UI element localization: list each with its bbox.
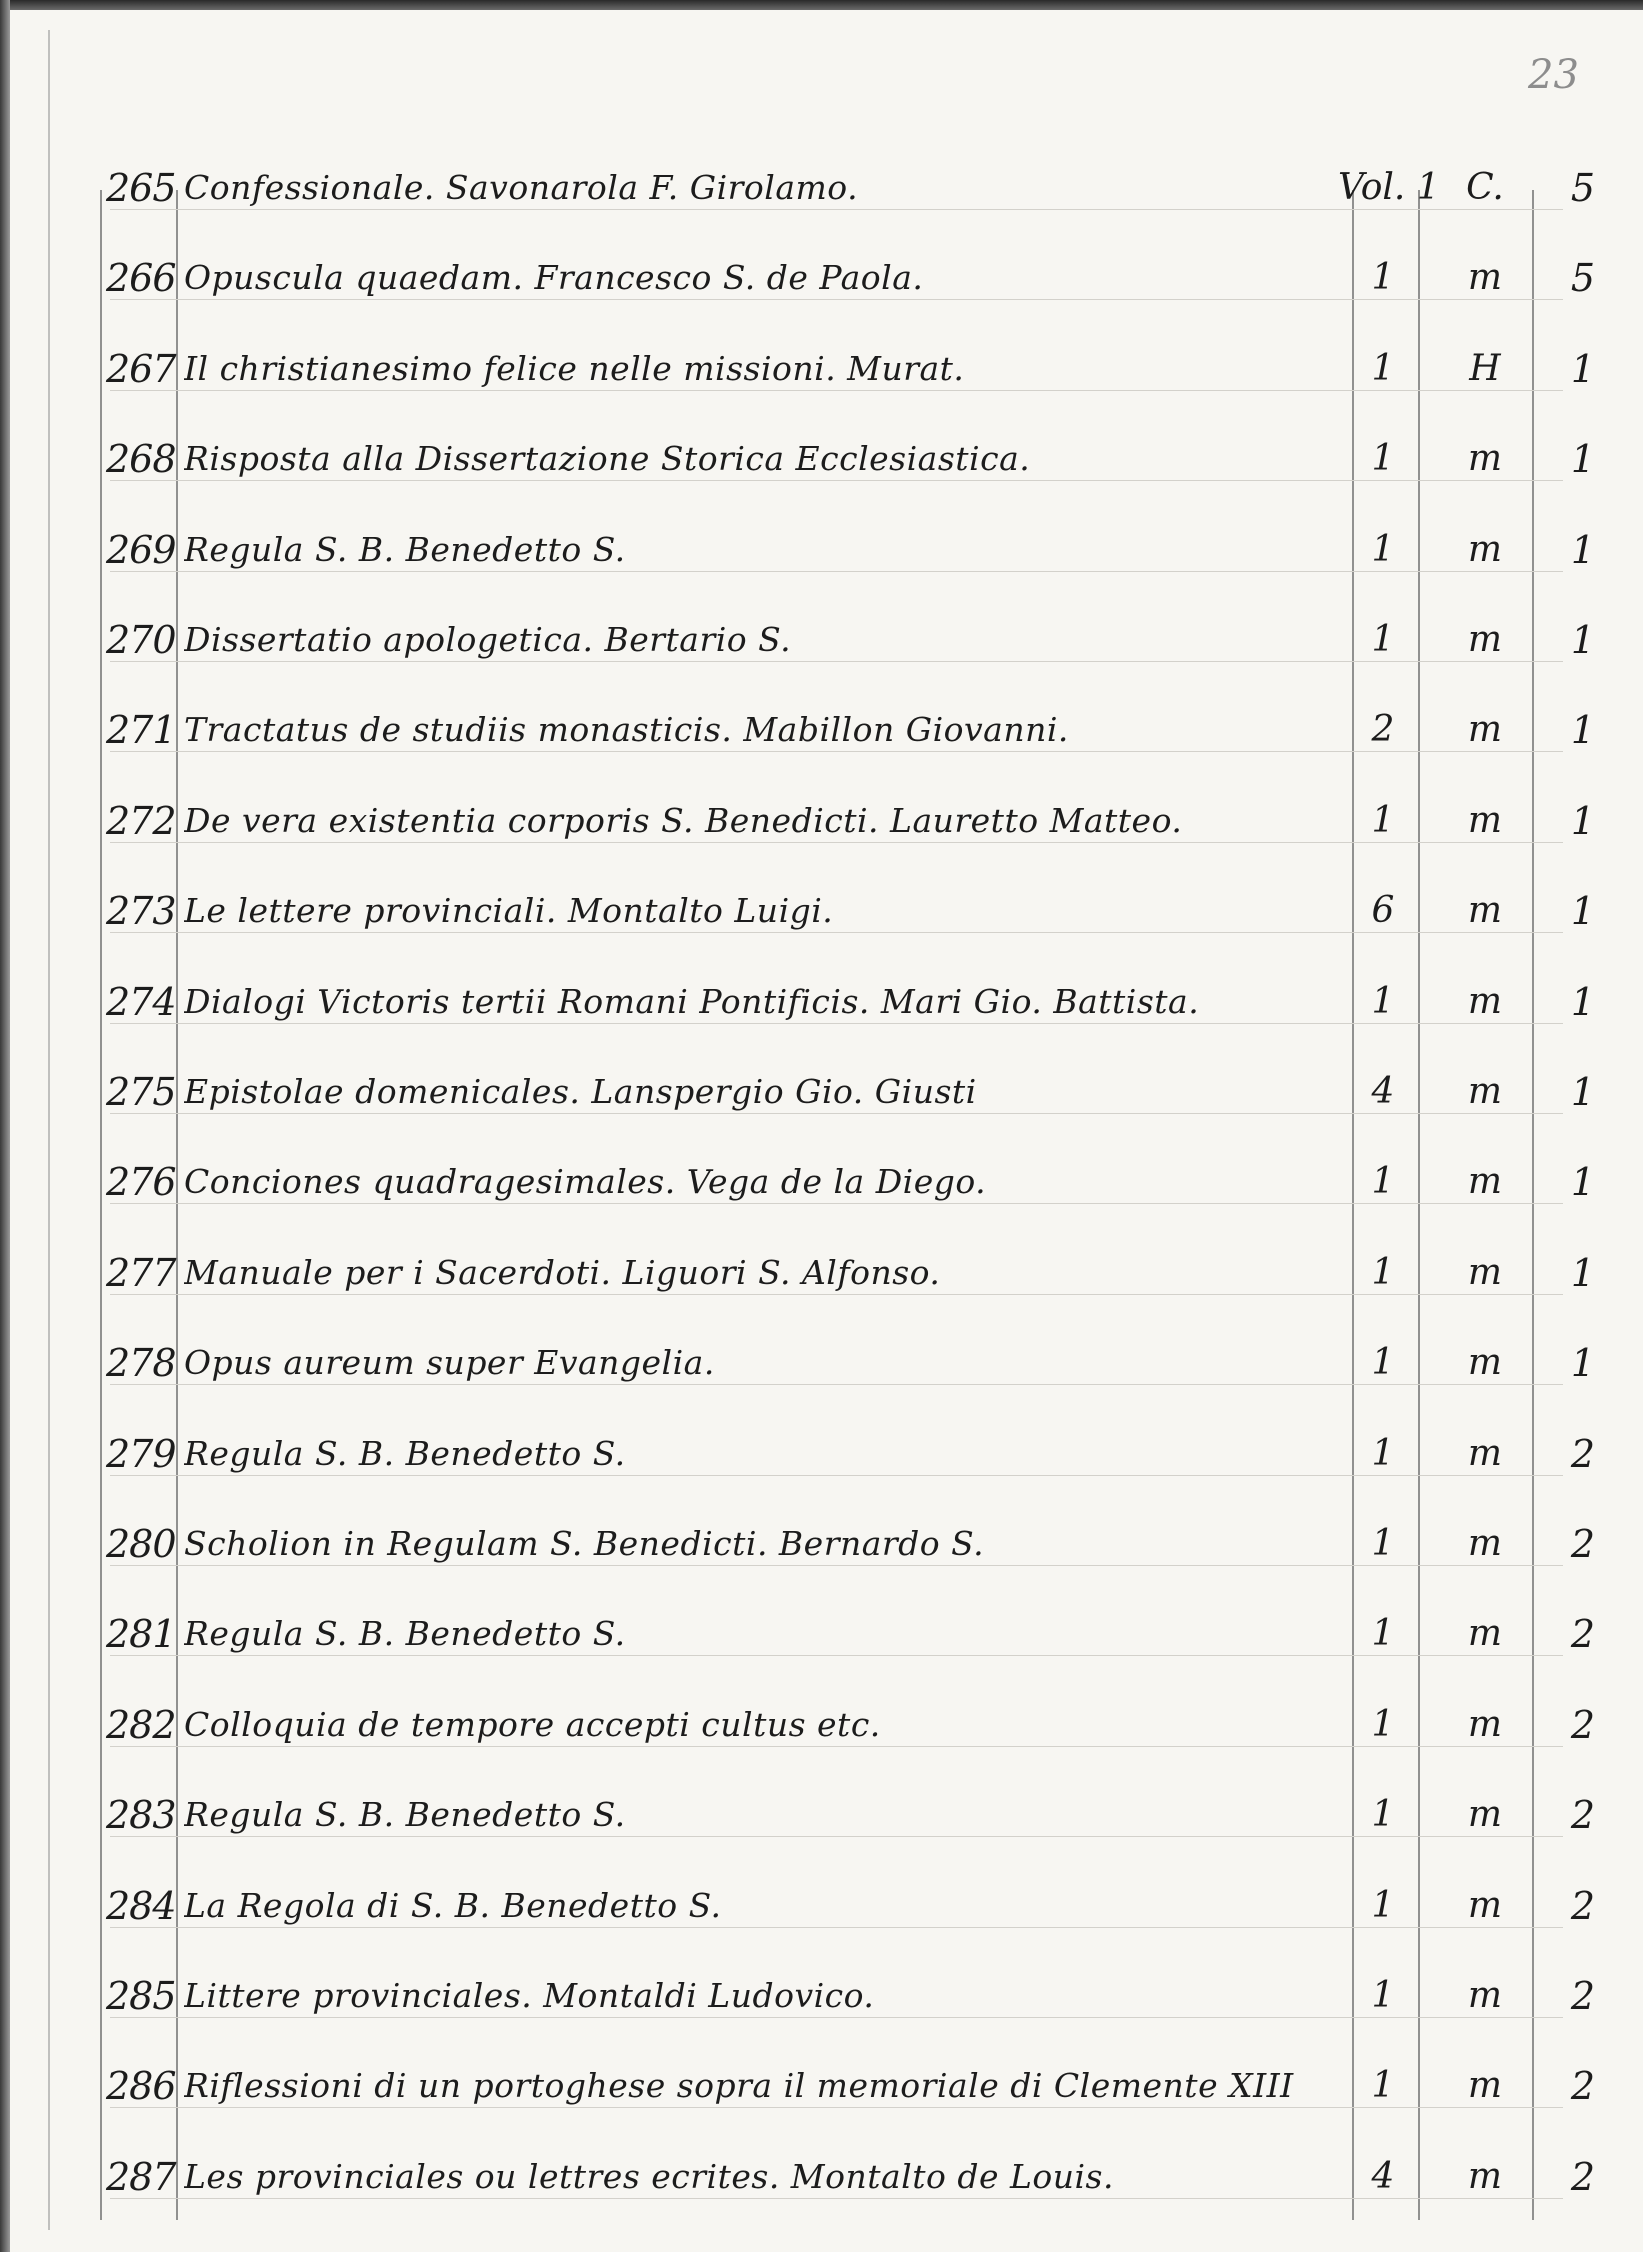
ledger-row [0,785,1643,857]
entry-volumes: 1 [1371,1885,1395,1926]
entry-number: 284 [106,1884,176,1928]
entry-format: H [1469,348,1501,389]
entry-title: Littere provinciales. Montaldi Ludovico. [184,1976,875,2015]
ledger-row [0,2050,1643,2122]
entry-number: 273 [106,889,176,933]
ledger-row [0,1689,1643,1761]
entry-format: m [1467,1523,1503,1564]
entry-number: 275 [106,1070,176,1114]
ledger-row [0,1598,1643,1670]
entry-number: 279 [106,1432,176,1476]
entry-title: Regula S. B. Benedetto S. [184,1614,626,1653]
entry-number: 282 [106,1703,176,1747]
entry-format: m [1467,800,1503,841]
entry-volumes: 2 [1371,709,1395,750]
entry-format: m [1467,890,1503,931]
entry-shelf: 2 [1570,1884,1596,1928]
entry-title: Confessionale. Savonarola F. Girolamo. [184,168,859,207]
entry-shelf: 2 [1570,1974,1596,2018]
entry-title: Regula S. B. Benedetto S. [184,1795,626,1834]
entry-format: m [1467,2156,1503,2197]
entry-shelf: 1 [1570,528,1596,572]
entry-format: m [1467,1885,1503,1926]
entry-shelf: 1 [1570,347,1596,391]
ledger-row [0,242,1643,314]
page-top-shadow [0,0,1643,10]
entry-shelf: 1 [1570,799,1596,843]
entry-volumes: Vol. 1 [1338,167,1440,208]
entry-shelf: 2 [1570,1522,1596,1566]
entry-volumes: 1 [1371,1433,1395,1474]
entry-volumes: 1 [1371,1523,1395,1564]
entry-volumes: 1 [1371,981,1395,1022]
ledger-row [0,514,1643,586]
entry-number: 276 [106,1160,176,1204]
entry-number: 271 [106,708,176,752]
entry-format: m [1467,1704,1503,1745]
entry-volumes: 1 [1371,800,1395,841]
entry-title: Dissertatio apologetica. Bertario S. [184,620,792,659]
ledger-row [0,333,1643,405]
entry-shelf: 5 [1570,166,1596,210]
entry-volumes: 1 [1371,529,1395,570]
entry-title: Les provinciales ou lettres ecrites. Montalto de Louis. [184,2157,1114,2196]
entry-volumes: 6 [1371,890,1395,931]
entry-shelf: 2 [1570,2155,1596,2199]
entry-shelf: 1 [1570,437,1596,481]
entry-title: Opuscula quaedam. Francesco S. de Paola. [184,258,924,297]
entry-shelf: 1 [1570,889,1596,933]
entry-number: 277 [106,1251,176,1295]
entry-title: Dialogi Victoris tertii Romani Pontificis. Mari Gio. Battista. [184,982,1200,1021]
entry-format: m [1467,1342,1503,1383]
entry-title: Epistolae domenicales. Lanspergio Gio. Giusti [184,1072,977,1111]
ledger-row [0,694,1643,766]
entry-number: 278 [106,1341,176,1385]
entry-number: 285 [106,1974,176,2018]
ledger-row [0,1960,1643,2032]
entry-title: Risposta alla Dissertazione Storica Ecclesiastica. [184,439,1031,478]
entry-volumes: 4 [1371,2156,1395,2197]
entry-format: m [1467,1794,1503,1835]
entry-format: m [1467,981,1503,1022]
entry-number: 281 [106,1612,176,1656]
entry-number: 270 [106,618,176,662]
entry-volumes: 1 [1371,1342,1395,1383]
entry-volumes: 4 [1371,1071,1395,1112]
entry-shelf: 1 [1570,1341,1596,1385]
entry-volumes: 1 [1371,1161,1395,1202]
entry-volumes: 1 [1371,257,1395,298]
ledger-row [0,875,1643,947]
entry-volumes: 1 [1371,348,1395,389]
ledger-row [0,1056,1643,1128]
entry-format: m [1467,1161,1503,1202]
entry-shelf: 1 [1570,708,1596,752]
entry-title: Manuale per i Sacerdoti. Liguori S. Alfonso. [184,1253,941,1292]
entry-number: 287 [106,2155,176,2199]
ledger-row [0,1237,1643,1309]
ledger-row [0,1870,1643,1942]
entry-shelf: 5 [1570,256,1596,300]
entry-number: 266 [106,256,176,300]
entry-volumes: 1 [1371,1794,1395,1835]
entry-title: Regula S. B. Benedetto S. [184,530,626,569]
entry-format: m [1467,619,1503,660]
ledger-row [0,966,1643,1038]
entry-shelf: 2 [1570,1703,1596,1747]
ledger-row [0,1508,1643,1580]
ledger-row [0,423,1643,495]
entry-volumes: 1 [1371,619,1395,660]
entry-volumes: 1 [1371,1613,1395,1654]
entry-title: Regula S. B. Benedetto S. [184,1434,626,1473]
ledger-row [0,1146,1643,1218]
entry-title: De vera existentia corporis S. Benedicti. Lauretto Matteo. [184,801,1183,840]
entry-title: Tractatus de studiis monasticis. Mabillon Giovanni. [184,710,1069,749]
entry-title: Colloquia de tempore accepti cultus etc. [184,1705,881,1744]
entry-volumes: 1 [1371,438,1395,479]
entry-format: m [1467,529,1503,570]
entry-number: 286 [106,2064,176,2108]
entry-number: 272 [106,799,176,843]
entry-volumes: 1 [1371,1704,1395,1745]
entry-number: 267 [106,347,176,391]
ledger-row [0,1327,1643,1399]
entry-number: 269 [106,528,176,572]
entry-format: m [1467,1252,1503,1293]
entry-format: C. [1466,167,1504,208]
entry-number: 274 [106,980,176,1024]
entry-volumes: 1 [1371,1975,1395,2016]
entry-format: m [1467,1433,1503,1474]
entry-shelf: 1 [1570,1070,1596,1114]
ledger-row [0,1418,1643,1490]
entry-title: Opus aureum super Evangelia. [184,1343,715,1382]
ledger-row [0,604,1643,676]
ledger-row [0,2141,1643,2213]
entry-title: Le lettere provinciali. Montalto Luigi. [184,891,834,930]
entry-title: Riflessioni di un portoghese sopra il memoriale di Clemente XIII [184,2066,1294,2105]
page-number: 23 [1528,52,1579,98]
entry-format: m [1467,709,1503,750]
entry-format: m [1467,1613,1503,1654]
entry-shelf: 2 [1570,1432,1596,1476]
entry-volumes: 1 [1371,2065,1395,2106]
entry-shelf: 2 [1570,1612,1596,1656]
entry-format: m [1467,1975,1503,2016]
entry-title: La Regola di S. B. Benedetto S. [184,1886,722,1925]
entry-format: m [1467,438,1503,479]
entry-title: Il christianesimo felice nelle missioni. Murat. [184,349,965,388]
entry-format: m [1467,257,1503,298]
entry-number: 283 [106,1793,176,1837]
entry-shelf: 2 [1570,1793,1596,1837]
entry-shelf: 1 [1570,1160,1596,1204]
entry-format: m [1467,2065,1503,2106]
entry-number: 280 [106,1522,176,1566]
ledger-row [0,152,1643,224]
entry-shelf: 1 [1570,618,1596,662]
entry-shelf: 1 [1570,980,1596,1024]
entry-title: Scholion in Regulam S. Benedicti. Bernardo S. [184,1524,985,1563]
entry-shelf: 1 [1570,1251,1596,1295]
entry-format: m [1467,1071,1503,1112]
ledger-row [0,1779,1643,1851]
entry-number: 268 [106,437,176,481]
entry-number: 265 [106,166,176,210]
entry-title: Conciones quadragesimales. Vega de la Diego. [184,1162,987,1201]
entry-shelf: 2 [1570,2064,1596,2108]
entry-volumes: 1 [1371,1252,1395,1293]
